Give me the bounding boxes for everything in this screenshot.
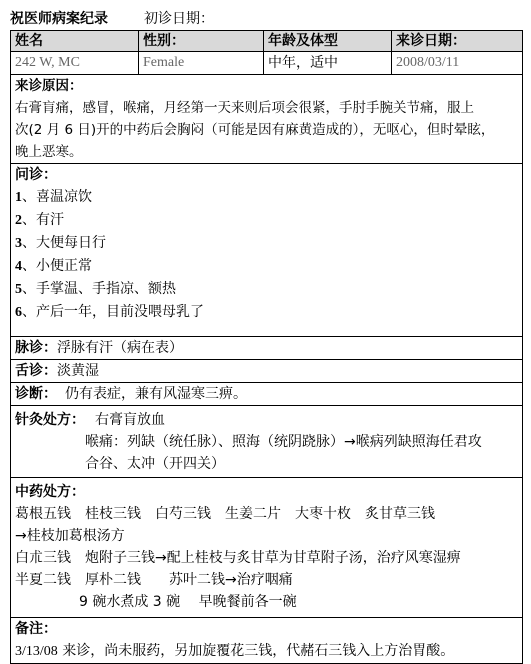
tongue-section [11,360,523,383]
acupuncture-label: 针灸处方： [15,412,85,428]
name-value: 242 W, MC [11,52,139,75]
case-table [10,30,523,664]
pulse-section [11,337,523,360]
inquiry-item-text: 、有汗 [22,212,64,228]
inquiry-item-text: 、小便正常 [22,258,92,274]
inquiry-item-number: 3 [15,236,22,251]
reason-label: 来诊原因： [15,78,83,94]
inquiry-label: 问诊： [15,167,57,183]
herbal-section [11,478,523,618]
gender-header: 性别： [139,31,264,52]
document-title: 祝医师病案纪录 [10,11,108,27]
diagnosis-section [11,383,523,406]
herbal-label: 中药处方： [15,484,85,500]
age-value: 中年，适中 [264,52,392,75]
visit-date-header: 来诊日期： [392,31,523,52]
acupuncture-line-2: 喉痛：列缺（统任脉）、照海（统阴跷脉）→喉病列缺照海任君攻 [85,434,482,450]
acupuncture-line-3: 合谷、太冲（开四关） [85,456,225,472]
age-header: 年龄及体型 [264,31,392,52]
inquiry-item-number: 1 [15,190,22,205]
reason-line-3: 晚上恶寒。 [15,144,83,160]
inquiry-item-number: 6 [15,305,22,320]
reason-section [11,75,523,164]
herbal-line-4: 半夏二钱 厚朴二钱 苏叶二钱→治疗咽痛 [15,572,293,588]
diagnosis-label: 诊断： [15,386,57,402]
diagnosis-text: 仍有表症，兼有风湿寒三痹。 [65,386,247,402]
inquiry-item [15,301,518,324]
info-value-row [11,52,523,75]
pulse-label: 脉诊： [15,340,57,356]
inquiry-section [11,164,523,337]
inquiry-item-text: 、喜温凉饮 [22,189,92,205]
notes-section [11,618,523,664]
name-header: 姓名 [11,31,139,52]
case-record-document [10,6,522,664]
gender-value: Female [139,52,264,75]
inquiry-item-text: 、大便每日行 [22,235,106,251]
inquiry-item-text: 、产后一年，目前没喂母乳了 [22,304,204,320]
herbal-line-2: →桂枝加葛根汤方 [15,528,125,544]
tongue-text: 淡黄湿 [57,363,99,379]
inquiry-item [15,209,518,232]
notes-date: 3/13/08 [15,644,58,659]
title-row [10,6,522,30]
inquiry-item [15,186,518,209]
herbal-line-1: 葛根五钱 桂枝三钱 白芍三钱 生姜二片 大枣十枚 炙甘草三钱 [15,506,435,522]
tongue-label: 舌诊： [15,363,57,379]
inquiry-item-number: 2 [15,213,22,228]
visit-date-value: 2008/03/11 [392,52,523,75]
inquiry-item-text: 、手掌温、手指凉、额热 [22,281,176,297]
first-visit-label: 初诊日期： [144,11,214,27]
notes-text: 来诊，尚未服药，另加旋覆花三钱，代赭石三钱入上方治胃酸。 [57,643,455,659]
inquiry-item-number: 4 [15,259,22,274]
inquiry-item [15,232,518,255]
acupuncture-section [11,406,523,478]
inquiry-item-number: 5 [15,282,22,297]
pulse-text: 浮脉有汗（病在表） [57,340,183,356]
reason-line-1: 右膏肓痛，感冒，喉痛，月经第一天来则后项会很紧，手肘手腕关节痛，服上 [15,100,474,116]
reason-line-2: 次(2 月 6 日)开的中药后会胸闷（可能是因有麻黄造成的），无呕心，但时晕眩， [15,122,495,138]
notes-label: 备注： [15,621,57,637]
herbal-line-3: 白朮三钱 炮附子三钱→配上桂枝与炙甘草为甘草附子汤，治疗风寒湿痹 [15,550,461,566]
inquiry-item [15,255,518,278]
info-header-row [11,31,523,52]
herbal-line-5: 9 碗水煮成 3 碗 早晚餐前各一碗 [79,594,297,610]
inquiry-item [15,278,518,301]
acupuncture-line-1: 右膏肓放血 [95,412,165,428]
